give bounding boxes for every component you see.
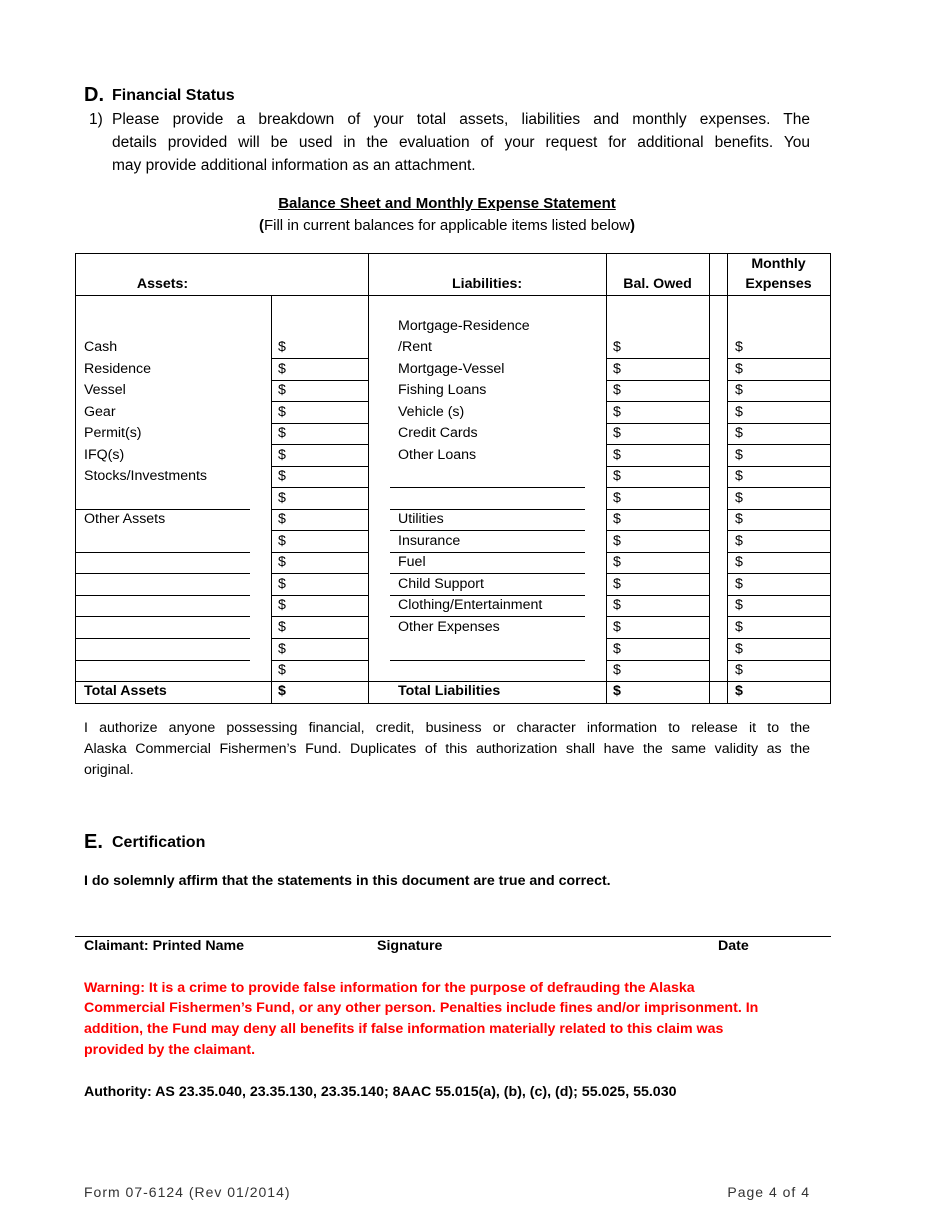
liability-label: Fishing Loans [398, 382, 487, 398]
row-divider [606, 466, 709, 467]
asset-label: Cash [84, 339, 118, 355]
monthly-expense-field[interactable]: $ [735, 361, 743, 377]
liability-label: Child Support [398, 576, 484, 592]
printed-name-label: Claimant: Printed Name [84, 938, 245, 954]
row-divider [727, 530, 830, 531]
asset-amount-field[interactable]: $ [278, 533, 286, 549]
total-liabilities-field[interactable]: $ [613, 683, 621, 699]
monthly-expense-field[interactable]: $ [735, 468, 743, 484]
row-divider [606, 444, 709, 445]
liability-label: Credit Cards [398, 425, 478, 441]
paragraph-line: may provide additional information as an attachment. [112, 157, 476, 174]
row-divider [606, 573, 709, 574]
liability-label-underline [390, 573, 585, 574]
liability-label-underline [390, 552, 585, 553]
liability-label: Utilities [398, 511, 444, 527]
row-divider [271, 358, 368, 359]
row-divider [606, 616, 709, 617]
row-divider [727, 616, 830, 617]
row-divider [727, 444, 830, 445]
table-border-right [830, 253, 831, 704]
row-divider [271, 573, 368, 574]
row-divider [727, 573, 830, 574]
row-divider [606, 552, 709, 553]
asset-amount-field[interactable]: $ [278, 662, 286, 678]
table-border-bottom [75, 703, 831, 704]
header-monthly: Monthly [751, 256, 806, 272]
bal-owed-field[interactable]: $ [613, 447, 621, 463]
table-subtitle [0, 217, 894, 234]
asset-amount-field[interactable]: $ [278, 468, 286, 484]
liability-label: Other Loans [398, 447, 477, 463]
row-divider [727, 660, 830, 661]
asset-amount-field[interactable]: $ [278, 619, 286, 635]
monthly-expense-field[interactable]: $ [735, 447, 743, 463]
total-divider [75, 681, 831, 682]
liability-label-underline [390, 616, 585, 617]
total-assets-label: Total Assets [84, 683, 167, 699]
authorization-line: I authorize anyone possessing financial, credit, business or character information to release it to the [84, 720, 810, 736]
total-assets-field[interactable]: $ [278, 683, 286, 699]
row-divider [271, 509, 368, 510]
row-divider [606, 380, 709, 381]
liability-label: Other Expenses [398, 619, 500, 635]
total-liabilities-label: Total Liabilities [398, 683, 501, 699]
row-divider [606, 487, 709, 488]
row-divider [606, 595, 709, 596]
bal-owed-field[interactable]: $ [613, 597, 621, 613]
asset-amount-field[interactable]: $ [278, 404, 286, 420]
asset-label: Vessel [84, 382, 126, 398]
row-divider [727, 466, 830, 467]
monthly-expense-field[interactable]: $ [735, 490, 743, 506]
signature-label: Signature [377, 938, 443, 954]
header-assets: Assets: [136, 276, 189, 292]
monthly-expense-field[interactable]: $ [735, 339, 743, 355]
monthly-expense-field[interactable]: $ [735, 597, 743, 613]
item-number: 1) [89, 111, 103, 128]
row-divider [727, 509, 830, 510]
row-divider [727, 401, 830, 402]
bal-owed-field[interactable]: $ [613, 404, 621, 420]
asset-amount-field[interactable]: $ [278, 339, 286, 355]
authorization-line: original. [84, 762, 134, 778]
asset-label-underline [75, 616, 250, 617]
bal-owed-field[interactable]: $ [613, 511, 621, 527]
page-number: Page 4 of 4 [727, 1184, 810, 1200]
monthly-expense-field[interactable]: $ [735, 662, 743, 678]
header-bal-owed: Bal. Owed [623, 276, 692, 292]
section-d-letter: D. [84, 84, 104, 106]
asset-amount-field[interactable]: $ [278, 447, 286, 463]
asset-amount-field[interactable]: $ [278, 554, 286, 570]
asset-label-underline [75, 509, 250, 510]
bal-owed-field[interactable]: $ [613, 619, 621, 635]
warning-line: addition, the Fund may deny all benefits if false information materially related to this claim was [84, 1021, 724, 1037]
row-divider [727, 595, 830, 596]
asset-label-underline [75, 573, 250, 574]
subtitle-text: Fill in current balances for applicable items listed below [263, 217, 630, 234]
monthly-expense-field[interactable]: $ [735, 576, 743, 592]
warning-line: provided by the claimant. [84, 1042, 256, 1058]
liability-label: Mortgage-Residence [398, 318, 530, 334]
bal-owed-field[interactable]: $ [613, 533, 621, 549]
asset-amount-field[interactable]: $ [278, 382, 286, 398]
total-expenses-field[interactable]: $ [735, 683, 743, 699]
bal-owed-field[interactable]: $ [613, 490, 621, 506]
authority-citation: Authority: AS 23.35.040, 23.35.130, 23.35.140; 8AAC 55.015(a), (b), (c), (d); 55.025, 55.030 [84, 1084, 677, 1100]
section-e-title: Certification [112, 834, 206, 851]
asset-label: Stocks/Investments [84, 468, 208, 484]
authorization-line: Alaska Commercial Fishermen’s Fund. Duplicates of this authorization shall have the same validity as the [84, 741, 810, 757]
monthly-expense-field[interactable]: $ [735, 554, 743, 570]
monthly-expense-field[interactable]: $ [735, 511, 743, 527]
bal-owed-field[interactable]: $ [613, 339, 621, 355]
form-number: Form 07-6124 (Rev 01/2014) [84, 1184, 291, 1200]
row-divider [727, 423, 830, 424]
row-divider [271, 530, 368, 531]
liability-label: /Rent [398, 339, 432, 355]
asset-label-underline [75, 660, 250, 661]
table-title: Balance Sheet and Monthly Expense Statement [278, 195, 616, 212]
col-divider [368, 253, 369, 704]
col-divider [271, 295, 272, 704]
asset-label: Permit(s) [84, 425, 142, 441]
asset-amount-field[interactable]: $ [278, 597, 286, 613]
affirm-statement: I do solemnly affirm that the statements in this document are true and correct. [84, 873, 611, 889]
warning-line: Warning: It is a crime to provide false information for the purpose of defrauding the Alaska [84, 980, 695, 996]
bal-owed-field[interactable]: $ [613, 662, 621, 678]
liability-label-underline [390, 595, 585, 596]
row-divider [727, 487, 830, 488]
asset-label-underline [75, 552, 250, 553]
liability-label: Vehicle (s) [398, 404, 465, 420]
liability-label-underline [390, 487, 585, 488]
paragraph-line: details provided will be used in the evaluation of your request for additional benefits. You [112, 134, 810, 151]
monthly-expense-field[interactable]: $ [735, 404, 743, 420]
date-label: Date [718, 938, 749, 954]
row-divider [271, 660, 368, 661]
monthly-expense-field[interactable]: $ [735, 425, 743, 441]
row-divider [606, 530, 709, 531]
row-divider [271, 466, 368, 467]
row-divider [606, 423, 709, 424]
table-border-top [75, 253, 831, 254]
asset-label: Residence [84, 361, 152, 377]
asset-label-underline [75, 638, 250, 639]
row-divider [606, 638, 709, 639]
bal-owed-field[interactable]: $ [613, 468, 621, 484]
paren-close: ) [630, 217, 635, 234]
bal-owed-field[interactable]: $ [613, 576, 621, 592]
bal-owed-field[interactable]: $ [613, 425, 621, 441]
section-d-title: Financial Status [112, 87, 235, 104]
row-divider [271, 616, 368, 617]
row-divider [727, 638, 830, 639]
asset-amount-field[interactable]: $ [278, 576, 286, 592]
asset-amount-field[interactable]: $ [278, 511, 286, 527]
liability-label-underline [390, 509, 585, 510]
row-divider [606, 358, 709, 359]
paren-open: ( [258, 217, 264, 234]
row-divider [271, 595, 368, 596]
row-divider [727, 358, 830, 359]
monthly-expense-field[interactable]: $ [735, 533, 743, 549]
liability-label: Mortgage-Vessel [398, 361, 505, 377]
liability-label: Clothing/Entertainment [398, 597, 543, 613]
bal-owed-field[interactable]: $ [613, 382, 621, 398]
monthly-expense-field[interactable]: $ [735, 619, 743, 635]
row-divider [271, 423, 368, 424]
monthly-expense-field[interactable]: $ [735, 641, 743, 657]
monthly-expense-field[interactable]: $ [735, 382, 743, 398]
col-divider [606, 253, 607, 704]
row-divider [271, 552, 368, 553]
bal-owed-field[interactable]: $ [613, 361, 621, 377]
header-expenses: Expenses [745, 276, 812, 292]
asset-label: IFQ(s) [84, 447, 125, 463]
liability-label-underline [390, 660, 585, 661]
header-divider [75, 295, 831, 296]
row-divider [606, 660, 709, 661]
liability-label: Fuel [398, 554, 426, 570]
warning-line: Commercial Fishermen’s Fund, or any other person. Penalties include fines and/or imprisonment. In [84, 1000, 759, 1016]
liability-label: Insurance [398, 533, 461, 549]
asset-amount-field[interactable]: $ [278, 490, 286, 506]
row-divider [727, 380, 830, 381]
row-divider [271, 401, 368, 402]
asset-amount-field[interactable]: $ [278, 361, 286, 377]
row-divider [606, 509, 709, 510]
signature-line[interactable] [75, 936, 831, 937]
asset-amount-field[interactable]: $ [278, 425, 286, 441]
table-border-left [75, 253, 76, 704]
section-e-letter: E. [84, 831, 103, 853]
row-divider [606, 401, 709, 402]
paragraph-line: Please provide a breakdown of your total assets, liabilities and monthly expenses. The [112, 111, 810, 128]
asset-label-underline [75, 595, 250, 596]
row-divider [271, 638, 368, 639]
row-divider [271, 487, 368, 488]
asset-label: Other Assets [84, 511, 166, 527]
bal-owed-field[interactable]: $ [613, 554, 621, 570]
asset-label: Gear [84, 404, 116, 420]
bal-owed-field[interactable]: $ [613, 641, 621, 657]
row-divider [271, 380, 368, 381]
row-divider [271, 444, 368, 445]
col-divider [709, 253, 710, 704]
header-liabilities: Liabilities: [452, 276, 523, 292]
row-divider [727, 552, 830, 553]
liability-label-underline [390, 530, 585, 531]
col-divider [727, 253, 728, 704]
asset-amount-field[interactable]: $ [278, 641, 286, 657]
